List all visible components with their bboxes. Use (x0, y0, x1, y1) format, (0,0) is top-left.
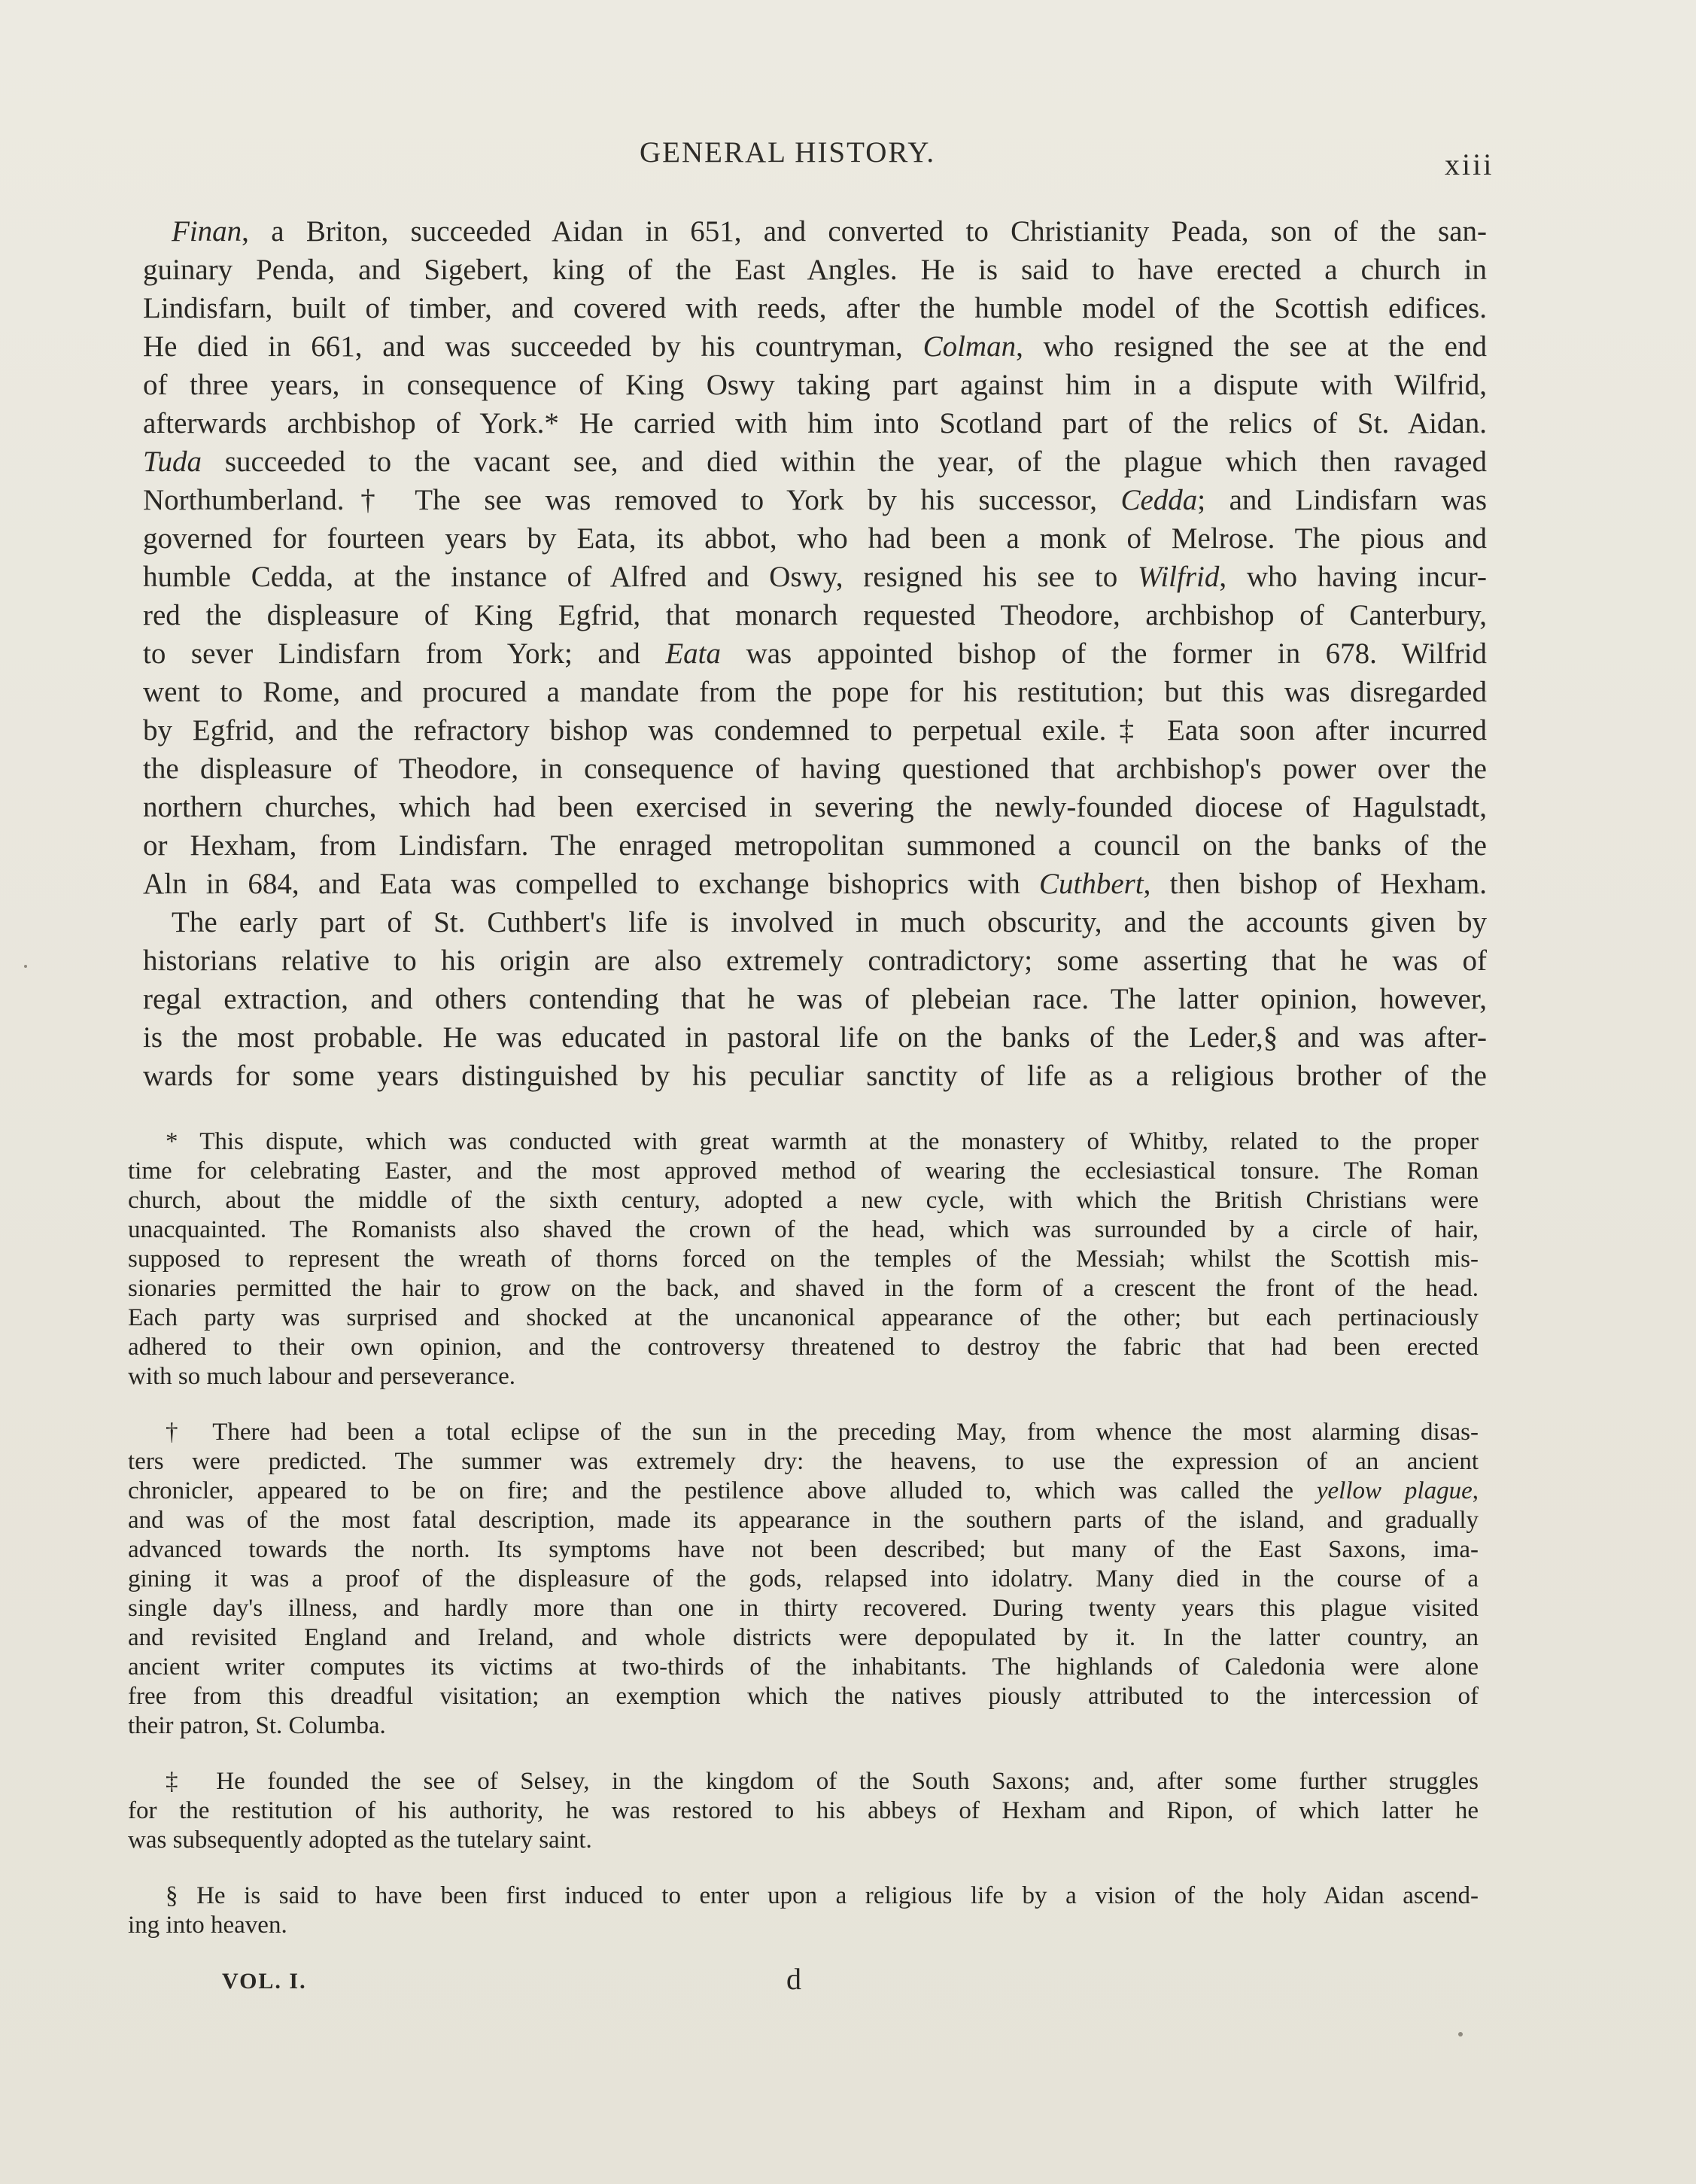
text-line: red the displeasure of King Egfrid, that monarch requested Theodore, archbishop of Canterbury, (143, 599, 1487, 631)
footnote-line: church, about the middle of the sixth century, adopted a new cycle, with which the British Christians were (128, 1187, 1479, 1214)
footnote-line: for the restitution of his authority, he was restored to his abbeys of Hexham and Ripon, of which latter he (128, 1797, 1479, 1824)
footnote-line: adhered to their own opinion, and the controversy threatened to destroy the fabric that had been erected (128, 1334, 1479, 1361)
footnote-line: ancient writer computes its victims at two-thirds of the inhabitants. The highlands of Caledonia were alone (128, 1653, 1479, 1681)
footnote-line: gining it was a proof of the displeasure of the gods, relapsed into idolatry. Many died in the course of a (128, 1565, 1479, 1592)
running-head: GENERAL HISTORY. (640, 136, 936, 169)
text-line: Aln in 684, and Eata was compelled to exchange bishoprics with Cuthbert, then bishop of Hexham. (143, 868, 1488, 900)
text-line: is the most probable. He was educated in pastoral life on the banks of the Leder,§ and was after- (143, 1021, 1487, 1054)
text-line: northern churches, which had been exercised in severing the newly-founded diocese of Hagulstadt, (143, 791, 1487, 823)
footnote-line: with so much labour and perseverance. (128, 1363, 515, 1390)
paper-speck (24, 965, 27, 968)
text-line: regal extraction, and others contending that he was of plebeian race. The latter opinion, however, (143, 983, 1487, 1015)
footnote-line: chronicler, appeared to be on fire; and the pestilence above alluded to, which was called the yellow plague, (128, 1477, 1479, 1504)
footnote-line: supposed to represent the wreath of thorns forced on the temples of the Messiah; whilst the Scottish mis- (128, 1246, 1479, 1273)
volume-label: VOL. I. (222, 1969, 307, 1994)
footnote-line: single day's illness, and hardly more than one in thirty recovered. During twenty years this plague visited (128, 1595, 1479, 1622)
footnote-line: * This dispute, which was conducted with great warmth at the monastery of Whitby, related to the proper (166, 1128, 1479, 1155)
text-line: governed for fourteen years by Eata, its abbot, who had been a monk of Melrose. The pious and (143, 522, 1487, 555)
footnotes (128, 1127, 1479, 1940)
footnote-line: was subsequently adopted as the tutelary saint. (128, 1827, 592, 1854)
footnote-line: free from this dreadful visitation; an exemption which the natives piously attributed to the intercession of (128, 1683, 1479, 1710)
footnote-line: ‡ He founded the see of Selsey, in the kingdom of the South Saxons; and, after some further struggles (166, 1768, 1479, 1795)
text-line: the displeasure of Theodore, in consequence of having questioned that archbishop's power over the (143, 753, 1487, 785)
paper-speck (1458, 2032, 1463, 2036)
text-line: The early part of St. Cuthbert's life is involved in much obscurity, and the accounts given by (172, 906, 1487, 938)
footnote-line: advanced towards the north. Its symptoms have not been described; but many of the East Saxons, ima- (128, 1536, 1479, 1563)
text-line: Tuda succeeded to the vacant see, and died within the year, of the plague which then ravaged (143, 446, 1487, 478)
footnote-line: time for celebrating Easter, and the most approved method of wearing the ecclesiastical tonsure. The Roman (128, 1157, 1479, 1185)
footnote-line: ters were predicted. The summer was extremely dry: the heavens, to use the expression of an ancient (128, 1448, 1479, 1475)
text-line: or Hexham, from Lindisfarn. The enraged metropolitan summoned a council on the banks of the (143, 829, 1487, 862)
footnote-line: their patron, St. Columba. (128, 1712, 386, 1739)
footnote-line: † There had been a total eclipse of the sun in the preceding May, from whence the most alarming disas- (166, 1419, 1479, 1446)
text-line: of three years, in consequence of King Oswy taking part against him in a dispute with Wilfrid, (143, 369, 1487, 401)
text-line: humble Cedda, at the instance of Alfred and Oswy, resigned his see to Wilfrid, who having incur- (143, 561, 1488, 593)
text-line: by Egfrid, and the refractory bishop was condemned to perpetual exile.‡ Eata soon after incurred (143, 714, 1487, 747)
text-line: historians relative to his origin are also extremely contradictory; some asserting that he was of (143, 944, 1487, 977)
footnote-line: sionaries permitted the hair to grow on the back, and shaved in the form of a crescent the front of the head. (128, 1275, 1479, 1302)
footnote-line: Each party was surprised and shocked at the uncanonical appearance of the other; but each pertinaciously (128, 1304, 1479, 1331)
text-line: to sever Lindisfarn from York; and Eata was appointed bishop of the former in 678. Wilfrid (143, 637, 1487, 670)
text-line: Northumberland.† The see was removed to York by his successor, Cedda; and Lindisfarn was (143, 484, 1487, 516)
text-line: Finan, a Briton, succeeded Aidan in 651, and converted to Christianity Peada, son of the san- (172, 215, 1487, 248)
page-number: xiii (1445, 148, 1494, 181)
footnote-line: ing into heaven. (128, 1912, 287, 1939)
footnote-line: unacquainted. The Romanists also shaved the crown of the head, which was surrounded by a circle of hair, (128, 1216, 1479, 1243)
signature-mark: d (786, 1962, 801, 1996)
main-text (143, 212, 1487, 1095)
text-line: wards for some years distinguished by his peculiar sanctity of life as a religious brother of the (143, 1060, 1487, 1092)
footnote-line: § He is said to have been first induced to enter upon a religious life by a vision of the holy Aidan ascend- (166, 1882, 1479, 1909)
text-line: He died in 661, and was succeeded by his countryman, Colman, who resigned the see at the end (143, 330, 1487, 363)
text-line: afterwards archbishop of York.* He carried with him into Scotland part of the relics of St. Aidan. (143, 407, 1487, 440)
text-line: guinary Penda, and Sigebert, king of the East Angles. He is said to have erected a church in (143, 254, 1487, 286)
text-line: went to Rome, and procured a mandate from the pope for his restitution; but this was disregarded (143, 676, 1487, 708)
footnote-line: and was of the most fatal description, made its appearance in the southern parts of the island, and gradually (128, 1507, 1479, 1534)
footnote-line: and revisited England and Ireland, and whole districts were depopulated by it. In the latter country, an (128, 1624, 1479, 1651)
text-line: Lindisfarn, built of timber, and covered with reeds, after the humble model of the Scottish edifices. (143, 292, 1487, 324)
